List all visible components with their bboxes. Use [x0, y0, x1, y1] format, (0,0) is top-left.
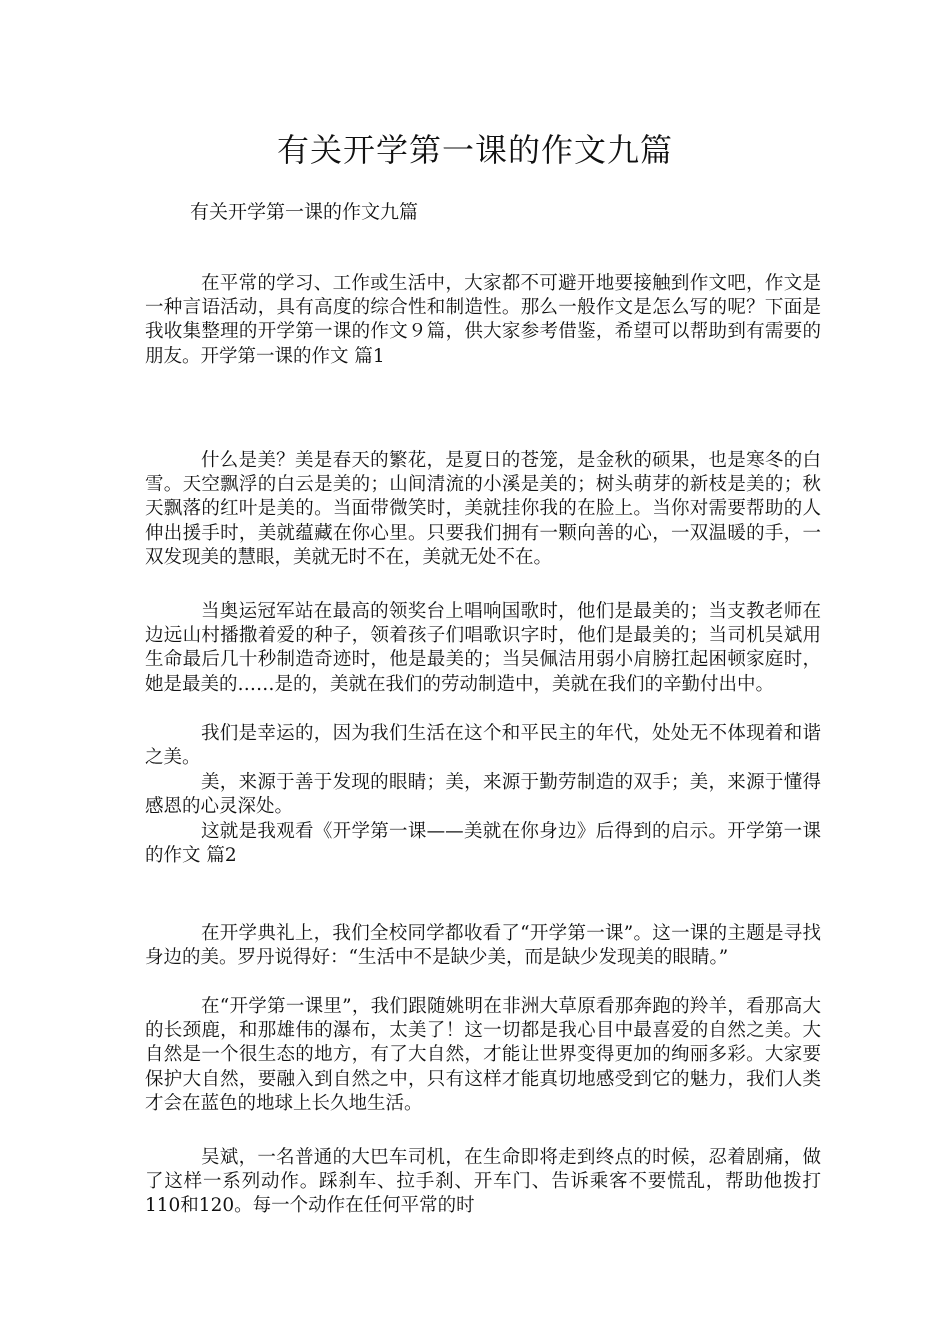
paragraph-essay1-1: 什么是美？美是春天的繁花，是夏日的苍笼，是金秋的硕果，也是寒冬的白雪。天空飘浮的白云是美的；山间清流的小溪是美的；树头萌芽的新枝是美的；秋天飘落的红叶是美的。当面带微笑时，美就挂你我的在脸上。当你对需要帮助的人伸出援手时，美就蕴藏在你心里。只要我们拥有一颗向善的心，一双温暖的手，一双发现美的慧眼，美就无时不在，美就无处不在。 [145, 450, 821, 568]
paragraph-essay1-3: 我们是幸运的，因为我们生活在这个和平民主的年代，处处无不体现着和谐之美。 [145, 723, 821, 769]
document-title: 有关开学第一课的作文九篇 [276, 131, 673, 169]
paragraph-essay1-2: 当奥运冠军站在最高的领奖台上唱响国歌时，他们是最美的；当支教老师在边远山村播撒着爱的种子，领着孩子们唱歌识字时，他们是最美的；当司机吴斌用生命最后几十秒制造奇迹时，他是最美的；当吴佩洁用弱小肩膀扛起困顿家庭时，她是最美的……是的，美就在我们的劳动制造中，美就在我们的辛勤付出中。 [145, 601, 821, 695]
paragraph-essay2-3: 吴斌，一名普通的大巴车司机，在生命即将走到终点的时候，忍着剧痛，做了这样一系列动作。踩刹车、拉手刹、开车门、告诉乘客不要慌乱，帮助他拨打110和120。每一个动作在任何平常的时 [145, 1147, 821, 1217]
paragraph-essay2-1: 在开学典礼上，我们全校同学都收看了“开学第一课”。这一课的主题是寻找身边的美。罗丹说得好：“生活中不是缺少美，而是缺少发现美的眼睛。” [145, 923, 821, 969]
document-subtitle: 有关开学第一课的作文九篇 [190, 201, 419, 223]
paragraph-essay2-2: 在“开学第一课里”，我们跟随姚明在非洲大草原看那奔跑的羚羊，看那高大的长颈鹿，和那雄伟的瀑布，太美了！这一切都是我心目中最喜爱的自然之美。大自然是一个很生态的地方，有了大自然，才能让世界变得更加的绚丽多彩。大家要保护大自然，要融入到自然之中，只有这样才能真切地感受到它的魅力，我们人类才会在蓝色的地球上长久地生活。 [145, 996, 821, 1114]
paragraph-essay1-4: 美，来源于善于发现的眼睛；美，来源于勤劳制造的双手；美，来源于懂得感恩的心灵深处。 [145, 772, 821, 818]
paragraph-essay1-5: 这就是我观看《开学第一课——美就在你身边》后得到的启示。开学第一课的作文 篇2 [145, 821, 821, 867]
paragraph-intro: 在平常的学习、工作或生活中，大家都不可避开地要接触到作文吧，作文是一种言语活动，具有高度的综合性和制造性。那么一般作文是怎么写的呢？下面是我收集整理的开学第一课的作文９篇，供大家参考借鉴，希望可以帮助到有需要的朋友。开学第一课的作文 篇1 [145, 273, 821, 367]
